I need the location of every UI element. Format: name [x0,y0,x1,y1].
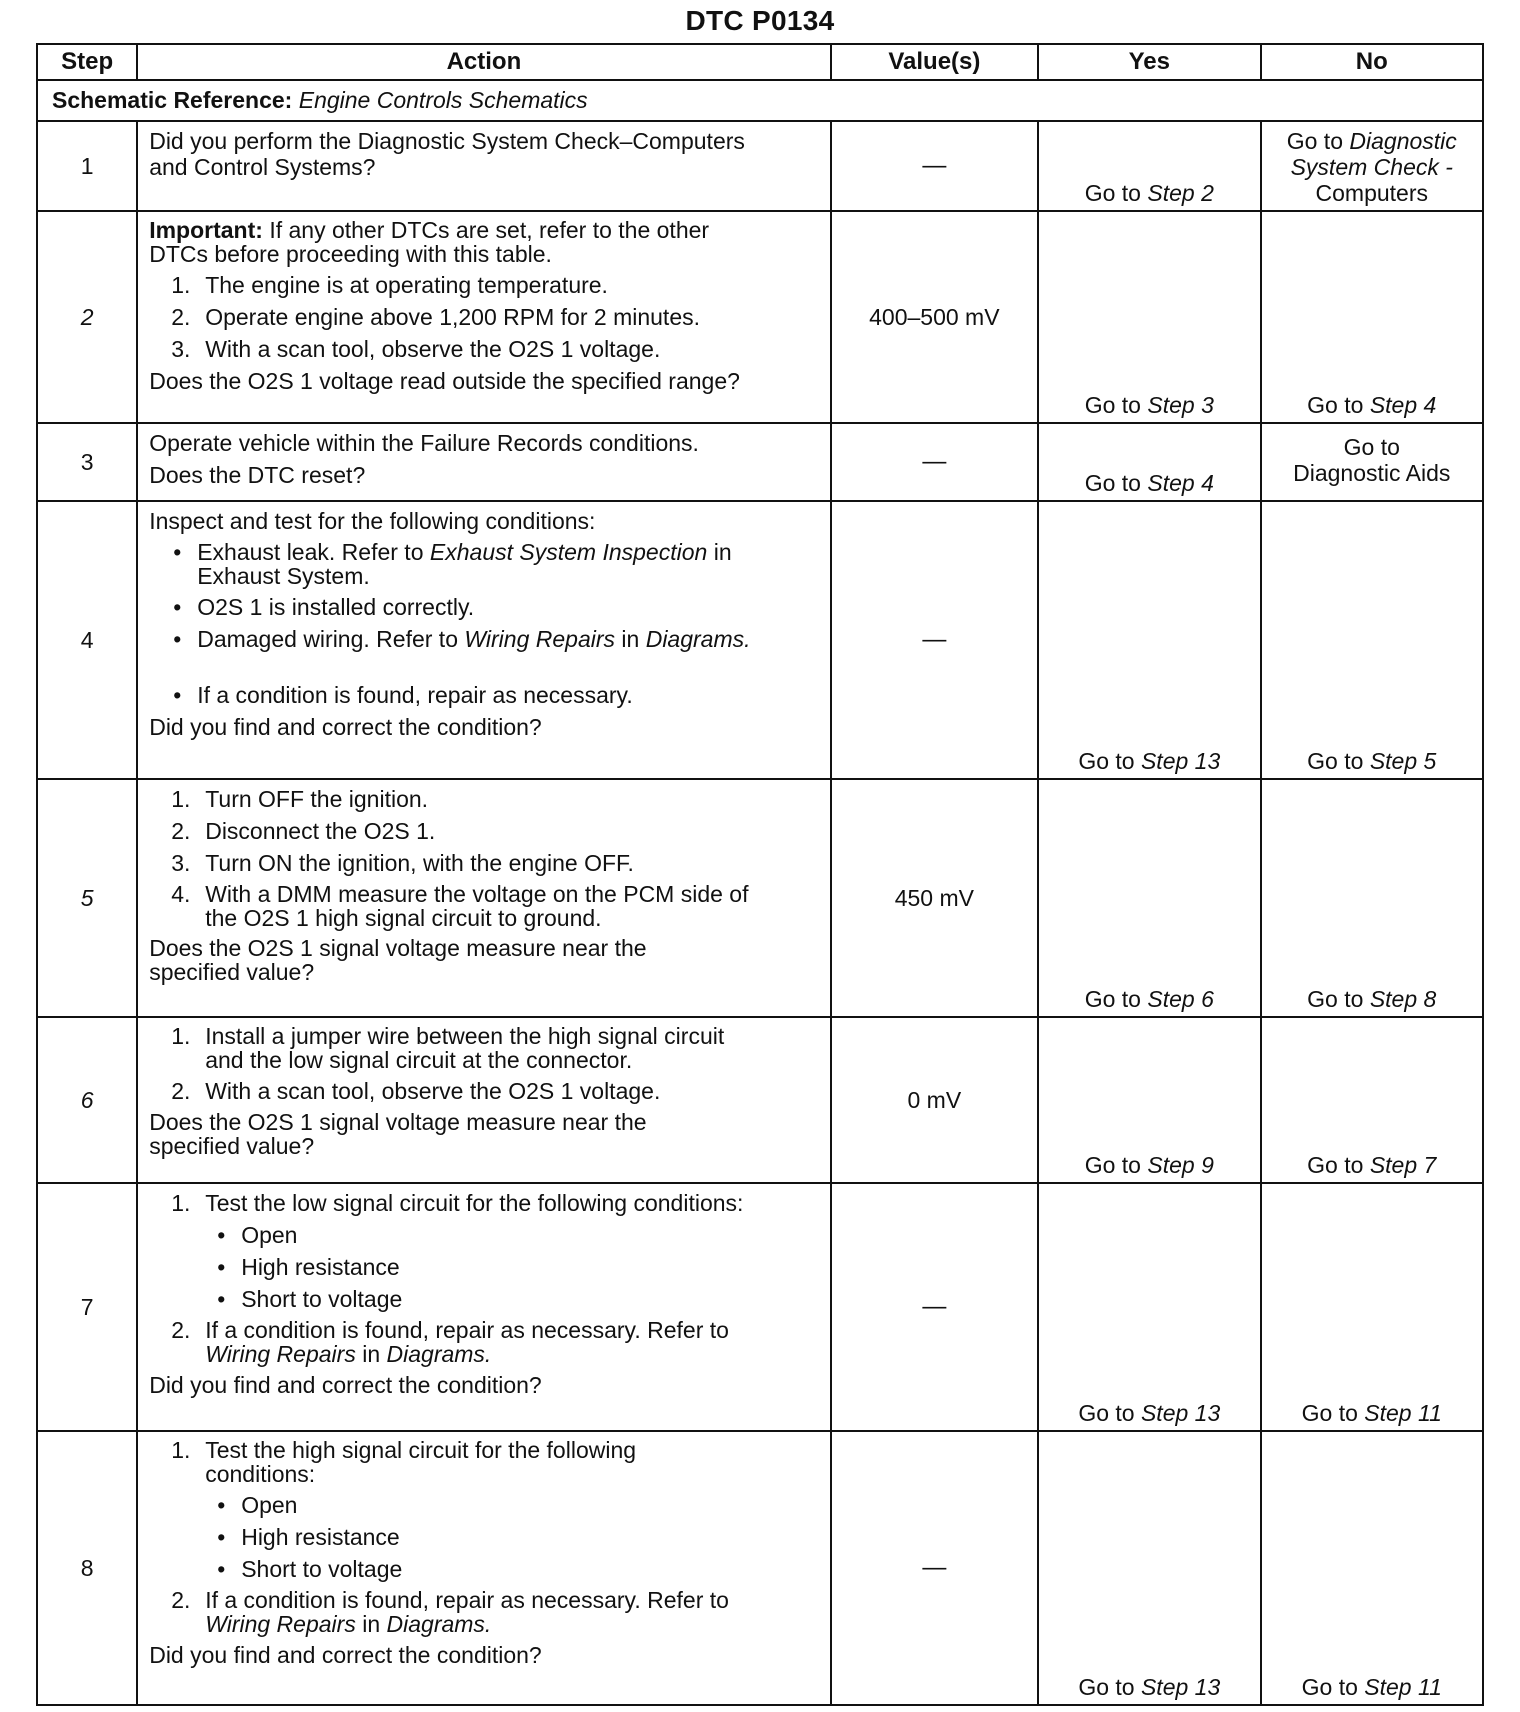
value-cell: — [831,423,1038,501]
step-number: 3 [37,423,137,501]
goto-step-link[interactable]: Step 13 [1140,748,1221,774]
header-value: Value(s) [831,44,1038,80]
reference-label: Schematic Reference: [52,87,293,113]
reference-row [37,80,1483,121]
action-text: and Control Systems? [149,154,376,180]
no-cell: Go to Diagnostic System Check - Computers [1261,121,1483,211]
goto-step-link[interactable]: Step 8 [1369,986,1437,1012]
yes-cell: Go to Step 2 [1038,121,1260,211]
table-row [37,1183,1483,1431]
header-no: No [1261,44,1483,80]
table-row [37,423,1483,501]
value-cell: 0 mV [831,1017,1038,1183]
goto-step-link[interactable]: Step 13 [1140,1674,1221,1700]
no-cell: Go to Step 11 [1261,1183,1483,1431]
goto-step-link[interactable]: Step 5 [1369,748,1437,774]
reference-link[interactable]: Engine Controls Schematics [298,87,588,113]
value-cell: 450 mV [831,779,1038,1017]
step-number: 4 [37,501,137,779]
step-number: 2 [37,211,137,423]
action-cell: 1. Test the low signal circuit for the following conditions: • Open • High resistance • Short to voltage 2. If a condition is found, repair as necessary. Refer to Wiring Repairs in Diagrams. Did you find and correct the condition? [137,1183,830,1431]
goto-link[interactable]: System Check - [1290,154,1453,180]
header-step: Step [37,44,137,80]
value-cell: 400–500 mV [831,211,1038,423]
value-cell: — [831,1183,1038,1431]
yes-cell: Go to Step 6 [1038,779,1260,1017]
goto-step-link[interactable]: Step 11 [1364,1400,1442,1426]
goto-link[interactable]: Diagnostic Aids [1293,460,1451,486]
no-cell: Go to Diagnostic Aids [1261,423,1483,501]
value-cell: — [831,501,1038,779]
header-action: Action [137,44,830,80]
action-cell: 1. Test the high signal circuit for the following conditions: • Open • High resistance • Short to voltage 2. If a condition is found, repair as necessary. Refer to Wiring Repairs in Diagrams. Did you find and correct the condition? [137,1431,830,1705]
goto-step-link[interactable]: Step 2 [1147,180,1214,206]
action-cell: 1. Install a jumper wire between the high signal circuit and the low signal circuit at the connector. 2. With a scan tool, observe the O2S 1 voltage. Does the O2S 1 signal voltage measure near the specified value? [137,1017,830,1183]
no-cell: Go to Step 8 [1261,779,1483,1017]
step-number: 8 [37,1431,137,1705]
yes-cell: Go to Step 9 [1038,1017,1260,1183]
page-title: DTC P0134 [685,5,835,36]
table-row [37,501,1483,779]
value-cell: — [831,1431,1038,1705]
goto-step-link[interactable]: Step 7 [1369,1152,1437,1178]
action-cell [137,121,830,211]
no-cell: Go to Step 11 [1261,1431,1483,1705]
yes-cell: Go to Step 13 [1038,501,1260,779]
table-row [37,121,1483,211]
action-cell: Inspect and test for the following conditions: • Exhaust leak. Refer to Exhaust System Inspection in Exhaust System. • O2S 1 is installed correctly. • Damaged wiring. Refer to Wiring Repairs in Diagrams. • If a condition is found, repair as necessary. Did you find and correct the condition? [137,501,830,779]
header-row [37,44,1483,80]
step-number: 6 [37,1017,137,1183]
action-cell: 1. Turn OFF the ignition. 2. Disconnect the O2S 1. 3. Turn ON the ignition, with the engine OFF. 4. With a DMM measure the voltage on the PCM side of the O2S 1 high signal circuit to ground. Does the O2S 1 signal voltage measure near the specified value? [137,779,830,1017]
goto-step-link[interactable]: Step 4 [1369,392,1437,418]
diagnostic-table [36,43,1484,1706]
action-cell: Important: If any other DTCs are set, refer to the other DTCs before proceeding with this table. 1. The engine is at operating temperature. 2. Operate engine above 1,200 RPM for 2 minutes. 3. With a scan tool, observe the O2S 1 voltage. Does the O2S 1 voltage read outside the specified range? [137,211,830,423]
goto-link[interactable]: Diagnostic [1349,128,1457,154]
step-number: 7 [37,1183,137,1431]
yes-cell: Go to Step 13 [1038,1431,1260,1705]
step-number: 1 [37,121,137,211]
no-cell: Go to Step 7 [1261,1017,1483,1183]
action-cell: Operate vehicle within the Failure Records conditions. Does the DTC reset? [137,423,830,501]
yes-cell: Go to Step 13 [1038,1183,1260,1431]
goto-step-link[interactable]: Step 6 [1147,986,1214,1012]
step-number: 5 [37,779,137,1017]
goto-step-link[interactable]: Step 13 [1140,1400,1221,1426]
table-row [37,1017,1483,1183]
goto-step-link[interactable]: Step 3 [1147,392,1214,418]
no-cell: Go to Step 4 [1261,211,1483,423]
goto-step-link[interactable]: Step 9 [1147,1152,1214,1178]
no-cell: Go to Step 5 [1261,501,1483,779]
table-row [37,211,1483,423]
header-yes: Yes [1038,44,1260,80]
table-row [37,779,1483,1017]
value-cell: — [831,121,1038,211]
table-row [37,1431,1483,1705]
goto-step-link[interactable]: Step 4 [1147,470,1214,496]
yes-cell: Go to Step 4 [1038,423,1260,501]
action-text: Did you perform the Diagnostic System Check–Computers [149,128,745,154]
goto-step-link[interactable]: Step 11 [1364,1674,1442,1700]
schematic-reference [37,80,1483,121]
yes-cell: Go to Step 3 [1038,211,1260,423]
